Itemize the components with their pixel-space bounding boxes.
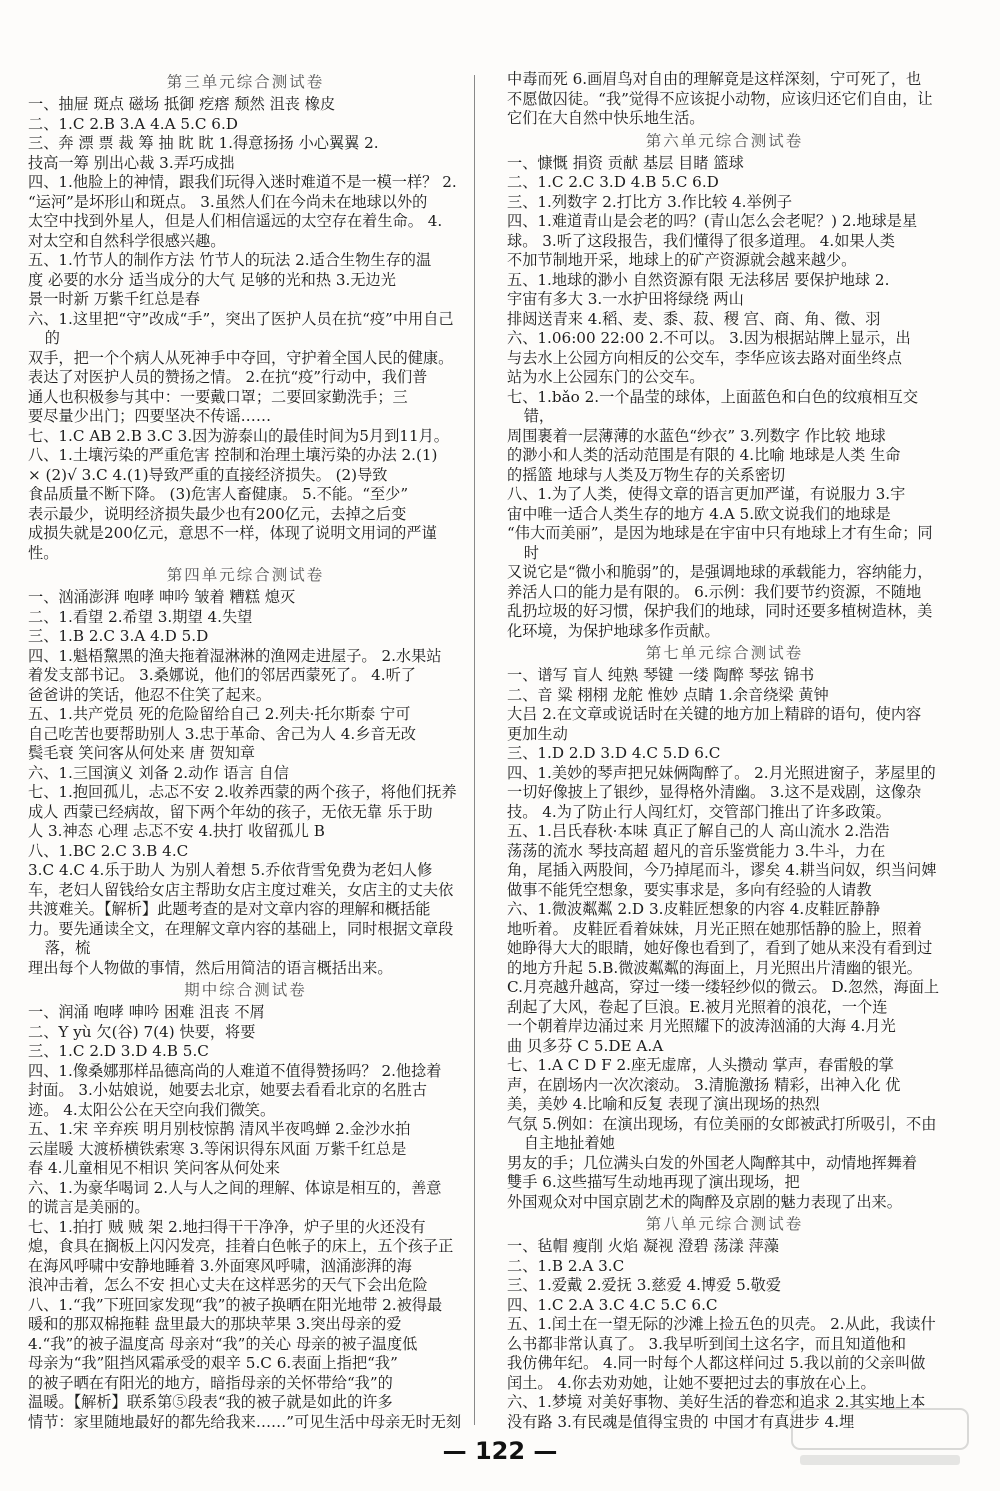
answer-line: 宇宙有多大 3.一水护田将绿绕 两山	[507, 290, 744, 308]
answer-line: 一、慷慨 捐资 贡献 基层 目睹 篮球	[507, 153, 744, 172]
answer-line: 三、1.爱戴 2.爱抚 3.慈爱 4.博爱 5.敬爱	[507, 1276, 782, 1294]
column-divider	[474, 75, 475, 1425]
answer-line: 么书都非常认真了。 3.我早听到闰土这名字，而且知道他和	[507, 1334, 907, 1353]
answer-line: 成人 西蒙已经病故，留下两个年幼的孩子，无依无靠 乐于助	[28, 802, 433, 821]
answer-line: 一个朝着岸边涌过来 月光照耀下的波涛汹涌的大海 4.月光	[507, 1017, 896, 1035]
answer-line: 二、音 粱 栩栩 龙舵 惟妙 点睛 1.余音绕梁 黄钟	[507, 685, 829, 704]
answer-line: 五、1.地球的渺小 自然资源有限 无法移居 要保护地球 2.	[507, 270, 890, 289]
answer-line: 闰土。 4.你去劝劝她，让她不要把过去的事放在心上。	[507, 1373, 876, 1392]
answer-line: 迹。 4.太阳公公在天空向我们微笑。	[28, 1100, 276, 1119]
answer-line: 一、汹涌澎湃 咆哮 呻吟 皱着 糟糕 熄灭	[28, 588, 296, 606]
answer-line: 三、1.B 2.C 3.A 4.D 5.D	[28, 627, 209, 645]
answer-line: 八、1.“我”下班回家发现“我”的被子换晒在阳光地带 2.被得最	[28, 1295, 443, 1314]
answer-line: 更加生动	[507, 724, 568, 743]
answer-line: 五、1.共产党员 死的危险留给自己 2.列夫·托尔斯泰 宁可	[28, 705, 411, 723]
answer-line: 她睁得大大的眼睛，她好像也看到了，看到了她从来没有看到过	[507, 939, 933, 957]
answer-line: 四、1.难道青山是会老的吗？(青山怎么会老呢？) 2.地球是星	[507, 212, 918, 230]
section-heading: 期中综合测试卷	[184, 981, 307, 999]
answer-line: 五、1.闰土在一望无际的沙滩上捡五色的贝壳。 2.从此，我读什	[507, 1315, 936, 1333]
answer-line: 乱扔垃圾的好习惯，保护我们的地球，同时还要多植树造林，美	[507, 602, 933, 620]
answer-line: 八、1.土壤污染的严重危害 控制和治理土壤污染的办法 2.(1)	[28, 446, 438, 464]
answer-line: 六、1.为豪华喝词 2.人与人之间的理解、体谅是相互的，善意	[28, 1178, 442, 1197]
answer-line: “运河”是坏形山和斑点。 3.虽然人们在今尚未在地球以外的	[28, 192, 428, 211]
answer-line: 站为水上公园东门的公交车。	[507, 368, 705, 386]
section-heading: 第四单元综合测试卷	[166, 566, 325, 584]
answer-line: 地听着。 皮鞋匠看着妹妹，月光正照在她那恬静的脸上，照着	[507, 919, 922, 938]
answer-line: 母亲为“我”阻挡风霜承受的艰辛 5.C 6.表面上指把“我”	[28, 1354, 398, 1372]
answer-line: 七、1.抱回孤儿，忐忑不安 2.收养西蒙的两个孩子，将他们抚养	[28, 783, 457, 801]
answer-line: 的谎言是美丽的。	[28, 1198, 150, 1216]
answer-line: 技高一筹 别出心裁 3.弄巧成拙	[28, 153, 235, 172]
answer-line: 理出每个人物做的事情，然后用简洁的语言概括出来。	[28, 958, 393, 977]
answer-line: 声，在剧场内一次次滚动。 3.清脆激扬 精彩，出神入化 优	[507, 1075, 901, 1094]
answer-line: 的被子晒在有阳光的地方，暗指母亲的关怀带给“我”的	[28, 1373, 393, 1392]
section-heading: 第六单元综合测试卷	[645, 131, 804, 150]
answer-line: 在海风呼啸中安静地睡着 3.外面寒风呼啸，汹涌澎湃的海	[28, 1256, 412, 1275]
answer-line: 雙手 6.这些描写生动地再现了演出现场，把	[507, 1173, 800, 1191]
answer-line: C.月亮越升越高，穿过一缕一缕轻纱似的微云。 D.忽然，海面上	[507, 978, 940, 996]
answer-line: 食品质量不断下降。 (3)危害人畜健康。 5.不能。“至少”	[28, 485, 409, 503]
answer-line: 七、1.bǎo 2.一个晶莹的球体，上面蓝色和白色的纹痕相互交错，	[507, 387, 919, 425]
right-column	[507, 70, 942, 1430]
answer-line: 七、1.C AB 2.B 3.C 3.因为游泰山的最佳时间为5月到11月。	[28, 426, 449, 445]
answer-line: 成损失就是200亿元，意思不一样，体现了说明文用词的严谨	[28, 524, 437, 542]
answer-line: 景一时新 万紫千红总是春	[28, 290, 200, 308]
answer-line: 鬓毛衰 笑问客从何处来 唐 贺知章	[28, 744, 256, 762]
answer-line: 二、1.看望 2.希望 3.期望 4.失望	[28, 607, 253, 626]
answer-line: 三、奔 漂 票 裁 筹 抽 眈 眈 1.得意扬扬 小心翼翼 2.	[28, 134, 379, 152]
answer-line: 宙中唯一适合人类生存的地方 4.A 5.欧文说我们的地球是	[507, 504, 891, 523]
answer-line: 又说它是“微小和脆弱”的，是强调地球的承载能力，容纳能力，	[507, 563, 933, 581]
answer-line: 六、1.微波粼粼 2.D 3.皮鞋匠想象的内容 4.皮鞋匠静静	[507, 900, 881, 918]
answer-line: 二、1.C 2.B 3.A 4.A 5.C 6.D	[28, 114, 238, 133]
answer-line: 曲 贝多芬 C 5.DE A.A	[507, 1036, 664, 1055]
answer-line: 球。 3.听了这段报告，我们懂得了很多道理。 4.如果人类	[507, 231, 895, 250]
answer-line: 三、1.C 2.D 3.D 4.B 5.C	[28, 1042, 209, 1060]
answer-line: 车，老妇人留钱给女店主帮助女店主度过难关，女店主的丈夫依	[28, 880, 454, 899]
answer-line: 性。	[28, 543, 59, 562]
answer-line: 二、1.C 2.C 3.D 4.B 5.C 6.D	[507, 173, 719, 191]
answer-line: 五、1.吕氏春秋·本味 真正了解自己的人 高山流水 2.浩浩	[507, 822, 890, 840]
answer-line: 温暖。【解析】联系第⑤段表“我的被子就是如此的许多	[28, 1393, 393, 1411]
answer-line: “伟大而美丽”，是因为地球是在宇宙中只有地球上才有生命；同时	[507, 524, 933, 562]
answer-line: 春 4.儿童相见不相识 笑问客从何处来	[28, 1159, 280, 1177]
answer-line: 的渺小和人类的活动范围是有限的 4.比喻 地球是人类 生命	[507, 446, 901, 464]
answer-line: 外国观众对中国京剧艺术的陶醉及京剧的魅力表现了出来。	[507, 1192, 902, 1211]
answer-line: 角，尾插入两股间，今乃掉尾而斗，谬矣 4.耕当问奴，织当问婢	[507, 861, 937, 879]
answer-line: 的地方升起 5.B.微波粼粼的海面上，月光照出片清幽的银光。	[507, 958, 922, 977]
watermark-logo-icon	[790, 1403, 970, 1473]
answer-line: 4.“我”的被子温度高 母亲对“我”的关心 母亲的被子温度低	[28, 1334, 418, 1353]
answer-line: 一、润涌 咆哮 呻吟 困难 沮丧 不屑	[28, 1003, 265, 1021]
answer-line: 一、谱写 盲人 纯熟 琴键 一缕 陶醉 琴弦 锦书	[507, 666, 815, 684]
answer-line: 双手，把一个个病人从死神手中夺回，守护着全国人民的健康。	[28, 348, 454, 367]
answer-line: 六、1.三国演义 刘备 2.动作 语言 自信	[28, 763, 289, 782]
answer-line: 表示最少，说明经济损失最少也有200亿元，去掉之后变	[28, 504, 407, 523]
answer-line: 不加节制地开采，地球上的矿产资源就会越来越少。	[507, 251, 857, 269]
answer-line: 四、1.C 2.A 3.C 4.C 5.C 6.C	[507, 1295, 718, 1314]
answer-line: 五、1.宋 辛弃疾 明月别枝惊鹊 清风半夜鸣蝉 2.金沙水拍	[28, 1120, 411, 1138]
answer-line: 云崖暖 大渡桥横铁索寒 3.等闲识得东风面 万紫千红总是	[28, 1139, 407, 1158]
answer-line: 通人也积极参与其中：一要戴口罩；二要回家勤洗手；三	[28, 387, 408, 406]
answer-line: 自己吃苦也要帮助别人 3.忠于革命、舍己为人 4.乡音无改	[28, 724, 416, 743]
answer-line: 男友的手；几位满头白发的外国老人陶醉其中，动情地挥舞着	[507, 1153, 918, 1172]
answer-line: 的摇篮 地球与人类及万物生存的关系密切	[507, 465, 786, 484]
answer-line: 我仿佛年纪。 4.同一时每个人都这样问过 5.我以前的父亲叫做	[507, 1354, 926, 1372]
answer-line: 荡荡的流水 琴技高超 超凡的音乐鉴赏能力 3.牛斗，力在	[507, 841, 886, 860]
answer-line: 四、1.他脸上的神情，跟我们玩得入迷时难道不是一模一样？ 2.	[28, 173, 457, 191]
answer-line: 二、Y yù 欠(谷) 7(4) 快要，将要	[28, 1022, 256, 1041]
answer-line: 一、抽屉 斑点 磁场 抵御 疙瘩 颓然 沮丧 橡皮	[28, 95, 336, 113]
section-heading: 第七单元综合测试卷	[645, 644, 804, 662]
answer-line: 周围裹着一层薄薄的水蓝色“纱衣” 3.列数字 作比较 地球	[507, 426, 886, 445]
answer-line: × (2)√ 3.C 4.(1)导致严重的直接经济损失。 (2)导致	[28, 465, 388, 484]
answer-line: 五、1.竹节人的制作方法 竹节人的玩法 2.适合生物生存的温	[28, 251, 432, 269]
answer-line: 不愿做囚徒。“我”觉得不应该捉小动物，应该归还它们自由，让	[507, 89, 933, 108]
answer-line: 排闼送青来 4.稻、麦、黍、菽、稷 宫、商、角、徵、羽	[507, 309, 881, 328]
answer-line: 着发支部书记。 3.桑娜说，他们的邻居西蒙死了。 4.听了	[28, 666, 416, 684]
answer-line: 八、1.BC 2.C 3.B 4.C	[28, 841, 189, 860]
answer-line: 度 必要的水分 适当成分的大气 足够的光和热 3.无边光	[28, 270, 396, 289]
answer-line: 四、1.像桑娜那样品德高尚的人难道不值得赞扬吗？ 2.他捻着	[28, 1061, 442, 1080]
answer-line: 人 3.神态 心理 忐忑不安 4.抉打 收留孤儿 B	[28, 822, 325, 840]
answer-line: 七、1.A C D F 2.座无虚席，人头攒动 掌声，春雷般的掌	[507, 1056, 894, 1074]
answer-line: 三、1.D 2.D 3.D 4.C 5.D 6.C	[507, 744, 721, 762]
answer-line: 对太空和自然科学很感兴趣。	[28, 231, 226, 250]
answer-line: 浪冲击着，怎么不安 担心丈夫在这样恶劣的天气下会出危险	[28, 1276, 428, 1294]
page-number-value: 122	[474, 1437, 526, 1465]
answer-line: 一、毡帽 瘦削 火焰 凝视 澄碧 荡漾 萍藻	[507, 1237, 779, 1255]
answer-line: 没有路 3.有民魂是值得宝贵的 中国才有真进步 4.埋	[507, 1412, 855, 1430]
answer-line: 六、1.06:00 22:00 2.不可以。 3.因为根据站牌上显示，出	[507, 329, 911, 347]
answer-line: 情节：家里随地最好的都先给我来……”可见生活中母亲无时无刻	[28, 1412, 462, 1430]
answer-line: 共渡难关。【解析】此题考查的是对文章内容的理解和概括能	[28, 900, 431, 918]
answer-line: 封面。 3.小姑娘说，她要去北京，她要去看看北京的名胜古	[28, 1081, 428, 1099]
answer-line: 六、1.这里把“守”改成“手”，突出了医护人员在抗“疫”中用自己的	[28, 309, 454, 347]
answer-line: 六、1.梦境 对美好事物、美好生活的眷恋和追求 2.其实地上本	[507, 1393, 926, 1411]
answer-line: 熄，食具在搁板上闪闪发亮，挂着白色帐子的床上，五个孩子正	[28, 1237, 454, 1255]
answer-line: 大吕 2.在文章或说话时在关键的地方加上精辟的语句，使内容	[507, 705, 922, 723]
answer-line: 美，美妙 4.比喻和反复 表现了演出现场的热烈	[507, 1095, 820, 1113]
answer-line: 太空中找到外星人，但是人们相信遥远的太空存在着生命。 4.	[28, 212, 443, 230]
page-number: — 122 —	[442, 1437, 558, 1465]
answer-line: 要尽量少出门；四要坚决不传谣……	[28, 407, 271, 425]
answer-line: 技。 4.为了防止行人闯红灯，交管部门推出了许多政策。	[507, 802, 891, 821]
answer-line: 八、1.为了人类，使得文章的语言更加严谨，有说服力 3.宇	[507, 485, 906, 503]
section-heading: 第八单元综合测试卷	[645, 1215, 804, 1233]
answer-line: 养活人口的能力是有限的。 6.示例：我们要节约资源，不随地	[507, 582, 922, 601]
answer-line: 表达了对医护人员的赞扬之情。 2.在抗“疫”行动中，我们普	[28, 368, 428, 386]
answer-line: 刮起了大风，卷起了巨浪。E.被月光照着的浪花，一个连	[507, 997, 888, 1016]
answer-line: 四、1.魁梧黧黑的渔夫拖着湿淋淋的渔网走进屋子。 2.水果站	[28, 646, 442, 665]
answer-line: 力。要先通读全文，在理解文章内容的基础上，同时根据文章段落，梳	[28, 919, 454, 957]
answer-line: 二、1.B 2.A 3.C	[507, 1256, 625, 1275]
answer-line: 3.C 4.C 4.乐于助人 为别人着想 5.乔依背雪免费为老妇人修	[28, 861, 433, 879]
answer-line: 三、1.列数字 2.打比方 3.作比较 4.举例子	[507, 192, 793, 211]
answer-line: 四、1.美妙的琴声把兄妹俩陶醉了。 2.月光照进窗子，茅屋里的	[507, 763, 936, 782]
answer-line: 爸爸讲的笑话，他忍不住笑了起来。	[28, 685, 271, 704]
answer-line: 它们在大自然中快乐地生活。	[507, 109, 705, 127]
answer-line: 七、1.拍打 贼 贼 架 2.地扫得干干净净，炉子里的火还没有	[28, 1217, 426, 1236]
answer-line: 做事不能凭空想象，要实事求是，多向有经验的人请教	[507, 880, 872, 899]
answer-line: 中毒而死 6.画眉鸟对自由的理解竟是这样深刻，宁可死了，也	[507, 70, 922, 88]
answer-line: 一切好像披上了银纱，显得格外清幽。 3.这不是戏剧，这像杂	[507, 783, 922, 801]
answer-line: 气氛 5.例如：在演出现场，有位美丽的女郎被武打所吸引，不由自主地扯着她	[507, 1114, 937, 1152]
answer-line: 与去水上公园方向相反的公交车，李华应该去路对面坐终点	[507, 348, 902, 367]
left-column	[28, 70, 463, 1430]
answer-line: 暖和的那双棉拖鞋 盘里最大的那块苹果 3.突出母亲的爱	[28, 1315, 402, 1333]
answer-line: 化环境，为保护地球多作贡献。	[507, 621, 720, 640]
section-heading: 第三单元综合测试卷	[166, 73, 325, 91]
